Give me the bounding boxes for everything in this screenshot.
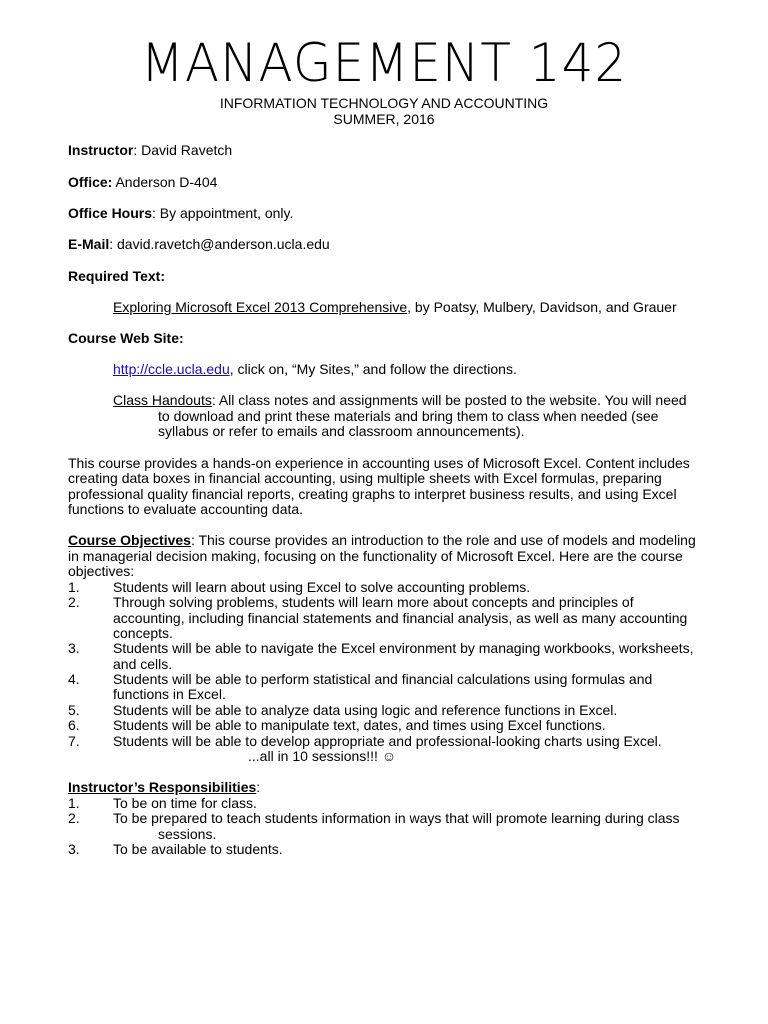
responsibilities-heading <box>68 780 260 796</box>
objective-text: accounting, including financial statements and financial analysis, as well as many accounting <box>113 610 688 626</box>
objective-number: 1. <box>68 579 80 595</box>
handouts-line-3: syllabus or refer to emails and classroom announcements). <box>158 423 525 439</box>
required-text-heading: Required Text: <box>68 268 165 284</box>
web-site-line <box>113 362 517 378</box>
objective-number: 3. <box>68 640 80 656</box>
course-term: SUMMER, 2016 <box>333 111 435 127</box>
objectives-intro-line-3: objectives: <box>68 563 135 579</box>
course-site-link[interactable]: http://ccle.ucla.edu <box>113 361 230 377</box>
instructor-value: : David Ravetch <box>133 142 233 158</box>
objectives-intro-text-1: : This course provides an introduction to the role and use of models and modeling <box>190 532 696 548</box>
office-value: Anderson D-404 <box>112 174 218 190</box>
required-text-line <box>113 300 677 316</box>
responsibility-text: sessions. <box>158 826 217 842</box>
handouts-line-2: to download and print these materials and bring them to class when needed (see <box>158 408 659 424</box>
objective-text: Students will be able to develop appropriate and professional-looking charts using Excel. <box>113 733 662 749</box>
course-title: MANAGEMENT 142 <box>140 32 628 94</box>
office-hours-label: Office Hours <box>68 205 153 221</box>
objective-text: Students will be able to analyze data using logic and reference functions in Excel. <box>113 702 618 718</box>
objective-number: 7. <box>68 733 80 749</box>
responsibility-number: 2. <box>68 810 80 826</box>
office-hours-line <box>68 206 293 222</box>
responsibility-number: 1. <box>68 795 80 811</box>
responsibilities-label: Instructor’s Responsibilities <box>68 779 257 795</box>
instructor-label: Instructor <box>68 142 134 158</box>
book-title: Exploring Microsoft Excel 2013 Comprehensive <box>113 299 408 315</box>
office-hours-value: : By appointment, only. <box>152 205 294 221</box>
book-authors: , by Poatsy, Mulbery, Davidson, and Grauer <box>407 299 677 315</box>
handouts-text-1: : All class notes and assignments will be posted to the website. You will need <box>211 392 687 408</box>
description-line-1: This course provides a hands-on experience in accounting uses of Microsoft Excel. Content includes <box>68 455 690 471</box>
handouts-line-1 <box>113 393 687 409</box>
objective-text: Students will learn about using Excel to solve accounting problems. <box>113 579 531 595</box>
objective-text: functions in Excel. <box>113 686 226 702</box>
description-line-3: professional quality financial reports, creating graphs to interpret business results, and using Excel <box>68 486 677 502</box>
objective-text: Through solving problems, students will learn more about concepts and principles of <box>113 594 634 610</box>
objectives-closing: ...all in 10 sessions!!! ☺ <box>248 748 397 764</box>
course-subtitle: INFORMATION TECHNOLOGY AND ACCOUNTING <box>219 95 549 111</box>
objective-number: 2. <box>68 594 80 610</box>
objective-text: concepts. <box>113 625 173 641</box>
responsibility-text: To be prepared to teach students information in ways that will promote learning during class <box>113 810 680 826</box>
email-label: E-Mail <box>68 236 110 252</box>
web-site-heading: Course Web Site: <box>68 330 184 346</box>
office-label: Office: <box>68 174 113 190</box>
office-line <box>68 175 217 191</box>
objective-text: Students will be able to perform statistical and financial calculations using formulas and <box>113 671 653 687</box>
objective-number: 4. <box>68 671 80 687</box>
email-line <box>68 237 330 253</box>
objectives-intro-line-2: in managerial decision making, focusing on the functionality of Microsoft Excel. Here are the course <box>68 548 683 564</box>
objective-number: 6. <box>68 717 80 733</box>
description-line-4: functions to evaluate accounting data. <box>68 501 304 517</box>
objective-number: 5. <box>68 702 80 718</box>
objectives-label: Course Objectives <box>68 532 191 548</box>
responsibility-text: To be on time for class. <box>113 795 257 811</box>
objective-text: and cells. <box>113 656 173 672</box>
objective-text: Students will be able to navigate the Excel environment by managing workbooks, worksheets, <box>113 640 694 656</box>
responsibilities-colon: : <box>256 779 261 795</box>
email-value: : david.ravetch@anderson.ucla.edu <box>109 236 330 252</box>
handouts-label: Class Handouts <box>113 392 212 408</box>
objective-text: Students will be able to manipulate text, dates, and times using Excel functions. <box>113 717 606 733</box>
objectives-intro-line-1 <box>68 533 696 549</box>
instructor-line <box>68 143 232 159</box>
responsibility-number: 3. <box>68 841 80 857</box>
responsibility-text: To be available to students. <box>113 841 283 857</box>
description-line-2: creating data boxes in financial accounting, using multiple sheets with Excel formulas, preparing <box>68 470 662 486</box>
web-site-directions: , click on, “My Sites,” and follow the directions. <box>229 361 517 377</box>
